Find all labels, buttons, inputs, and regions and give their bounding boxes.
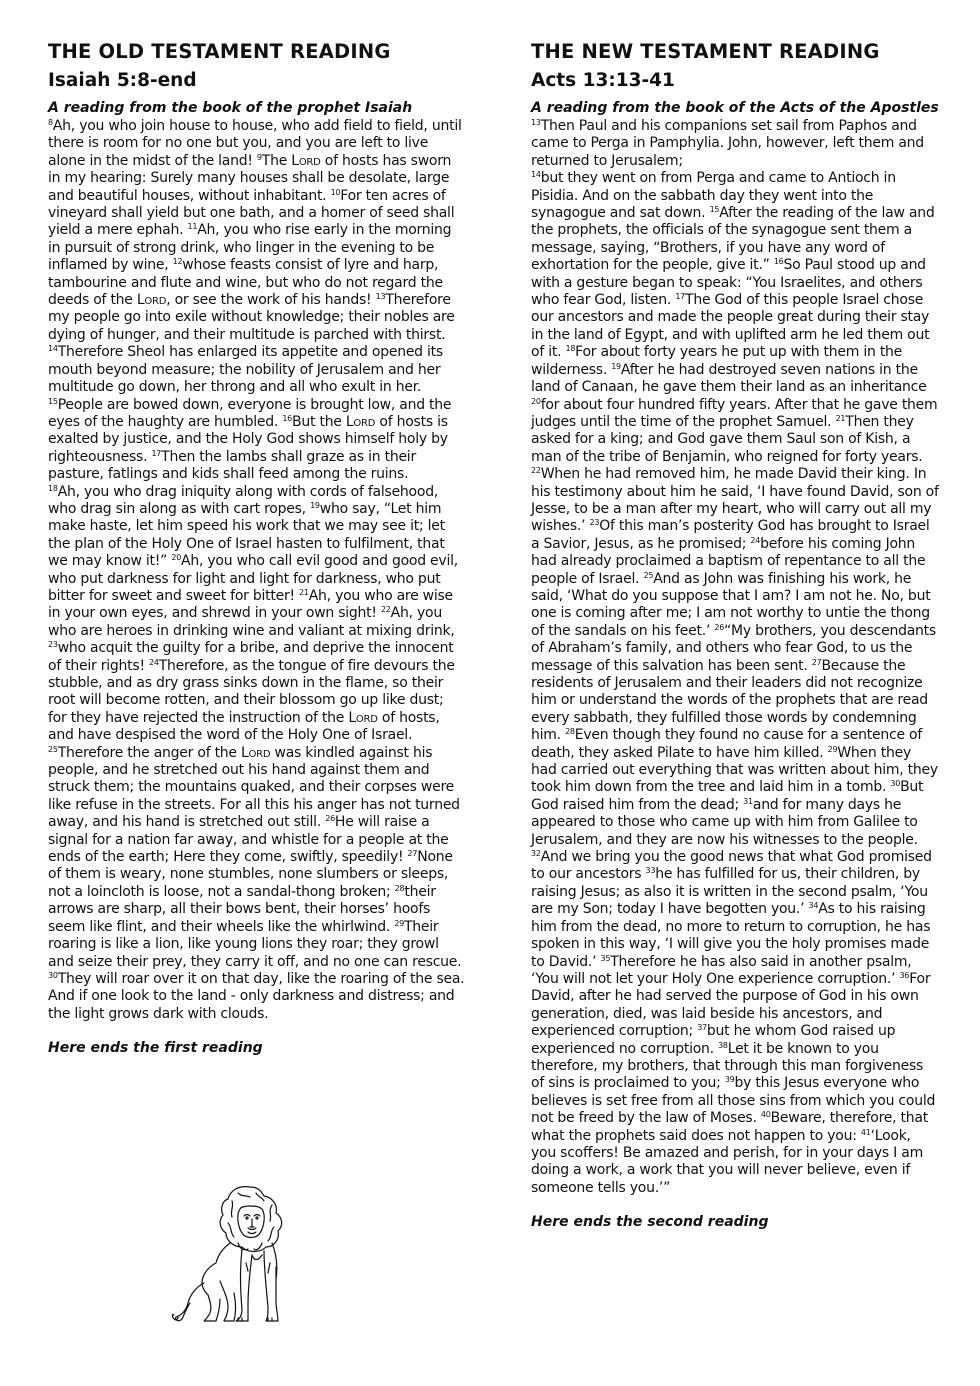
verse-number: 17 — [675, 292, 686, 302]
old-testament-text — [48, 118, 466, 1023]
verse-number: 21 — [835, 413, 846, 423]
verse-number: 18 — [48, 483, 58, 493]
new-testament-heading: THE NEW TESTAMENT READING — [531, 40, 880, 63]
divine-name: Lord — [345, 413, 376, 430]
verse-number: 25 — [643, 570, 654, 580]
new-testament-text — [531, 118, 939, 1197]
verse-number: 20 — [531, 396, 541, 406]
divine-name: Lord — [136, 292, 167, 309]
verse-number: 13 — [375, 292, 386, 302]
verse-number: 27 — [407, 849, 418, 859]
old-testament-ending: Here ends the first reading — [48, 1040, 263, 1057]
verse-number: 9 — [256, 152, 262, 162]
verse-number: 26 — [714, 622, 725, 632]
verse-number: 34 — [808, 901, 819, 911]
old-testament-intro: A reading from the book of the prophet Isaiah — [48, 100, 413, 116]
verse-number: 14 — [531, 170, 541, 180]
verse-number: 16 — [282, 413, 293, 423]
paragraph: $^{13}$Then Paul and his companions set sail from Paphos and came to Perga in Pamphylia. John, however, left them and returned to Jerusalem; — [531, 118, 924, 169]
verse-number: 15 — [48, 396, 58, 406]
verse-number: 27 — [811, 657, 822, 667]
new-testament-ending: Here ends the second reading — [531, 1214, 769, 1231]
verse-number: 28 — [565, 727, 575, 737]
new-testament-reference: Acts 13:13-41 — [531, 70, 675, 91]
verse-number: 24 — [149, 657, 159, 667]
verse-number: 13 — [531, 118, 541, 127]
verse-number: 22 — [531, 466, 541, 476]
verse-number: 29 — [394, 918, 404, 928]
verse-number: 24 — [750, 535, 761, 545]
verse-number: 18 — [565, 344, 576, 354]
verse-number: 8 — [48, 118, 53, 127]
verse-number: 16 — [773, 257, 784, 267]
verse-number: 23 — [48, 640, 58, 650]
verse-number: 28 — [394, 883, 405, 893]
verse-number: 14 — [48, 344, 58, 354]
verse-number: 32 — [531, 849, 541, 859]
verse-number: 29 — [827, 744, 838, 754]
verse-number: 15 — [709, 205, 720, 215]
verse-number: 30 — [890, 779, 901, 789]
verse-number: 26 — [325, 814, 335, 824]
paragraph: $^{18}$Ah, you who drag iniquity along with cords of falsehood, who drag sin along as with cart ropes, $^{19}$who say, “Let him make haste, let him speed his work that we may see it; let the plan of the Holy One of Israel hasten to fulfilment, that we may know it!” $^{20}$Ah, you who call evil good and good evil, who put darkness for light and light for darkness, who put bitter for sweet and sweet for bitter! $^{21}$Ah, you who are wise in your own eyes, and shrewd in your own sight! $^{22}$Ah, you who are heroes in drinking wine and valiant at mixing drink, $^{23}$who acquit the guilty for a bribe, and deprive the innocent of their rights! $^{24}$Therefore, as the tongue of fire devours the stubble, and as dry grass sinks down in the flame, so their root will become rotten, and their blossom go up like dust; for they have rejected the instruction of the Lord of hosts, and have despised the word of the Holy One of Israel. $^{25}$Therefore the anger of the Lord was kindled against his people, and he stretched out his hand against them and struck them; the mountains quaked, and their corpses were like refuse in the streets. For all this his anger has not turned away, and his hand is stretched out still. $^{26}$He will raise a signal for a nation far away, and whistle for a people at the ends of the earth; Here they come, swiftly, speedily! $^{27}$None of them is weary, none stumbles, none slumbers or sleeps, not a loincloth is loose, not a sandal-thong broken; $^{28}$their arrows are sharp, all their bows bent, their horses’ hoofs seem like flint, and their wheels like the whirlwind. $^{29}$Their roaring is like a lion, like young lions they roar; they growl and seize their prey, they carry it off, and no one can rescue. $^{30}$They will roar over it on that day, like the roaring of the sea. And if one look to the land - only darkness and distress; and the light grows dark with clouds. — [48, 483, 465, 1022]
verse-number: 12 — [172, 257, 183, 267]
verse-number: 17 — [151, 448, 162, 458]
verse-number: 36 — [899, 970, 910, 980]
verse-number: 19 — [611, 361, 621, 371]
verse-number: 40 — [760, 1110, 771, 1120]
divine-name: Lord — [291, 152, 321, 169]
divine-name: Lord — [348, 709, 378, 726]
verse-number: 35 — [600, 953, 611, 963]
new-testament-intro: A reading from the book of the Acts of the Apostles — [531, 100, 939, 116]
verse-number: 22 — [380, 605, 391, 615]
old-testament-heading: THE OLD TESTAMENT READING — [48, 40, 391, 63]
verse-number: 10 — [330, 187, 341, 197]
verse-number: 37 — [697, 1023, 707, 1033]
verse-number: 30 — [48, 970, 58, 980]
paragraph: $^8$Ah, you who join house to house, who add field to field, until there is room for no one but you, and you are left to live alone in the midst of the land! $^9$The Lord of hosts has sworn in my hearing: Surely many houses shall be desolate, large and beautiful houses, without inhabitant. $^{10}$For ten acres of vineyard shall yield but one bath, and a homer of seed shall yield a mere ephah. $^{11}$Ah, you who rise early in the morning in pursuit of strong drink, who linger in the evening to be inflamed by wine, $^{12}$whose feasts consist of lyre and harp, tambourine and flute and wine, but who do not regard the deeds of the Lord, or see the work of his hands! $^{13}$Therefore my people go into exile without knowledge; their nobles are dying of hunger, and their multitude is parched with thirst. $^{14}$Therefore Sheol has enlarged its appetite and opened its mouth beyond measure; the nobility of Jerusalem and her multitude go down, her throng and all who exult in her. $^{15}$People are bowed down, everyone is brought low, and the eyes of the haughty are humbled. $^{16}$But the Lord of hosts is exalted by justice, and the Holy God shows himself holy by righteousness. $^{17}$Then the lambs shall graze as in their pasture, fatlings and kids shall feed among the ruins. — [48, 118, 462, 483]
divine-name: Lord — [241, 744, 271, 761]
paragraph: $^{14}$but they went on from Perga and came to Antioch in Pisidia. And on the sabbath day they went into the synagogue and sat down. $^{15}$After the reading of the law and the prophets, the officials of the synagogue sent them a message, saying, “Brothers, if you have any word of exhortation for the people, give it.” $^{16}$So Paul stood up and with a gesture began to speak: “You Israelites, and others who fear God, listen. $^{17}$The God of this people Israel chose our ancestors and made the people great during their stay in the land of Egypt, and with uplifted arm he led them out of it. $^{18}$For about forty years he put up with them in the wilderness. $^{19}$After he had destroyed seven nations in the land of Canaan, he gave them their land as an inheritance $^{20}$for about four hundred fifty years. After that he gave them judges until the time of the prophet Samuel. $^{21}$Then they asked for a king; and God gave them Saul son of Kish, a man of the tribe of Benjamin, who reigned for forty years. $^{22}$When he had removed him, he made David their king. In his testimony about him he said, ‘I have found David, son of Jesse, to be a man after my heart, who will carry out all my wishes.’ $^{23}$Of this man’s posterity God has brought to Israel a Savior, Jesus, as he promised; $^{24}$before his coming John had already proclaimed a baptism of repentance to all the people of Israel. $^{25}$And as John was finishing his work, he said, ‘What do you suppose that I am? I am not he. No, but one is coming after me; I am not worthy to untie the thong of the sandals on his feet.’ $^{26}$“My brothers, you descendants of Abraham’s family, and others who fear God, to us the message of this salvation has been sent. $^{27}$Because the residents of Jerusalem and their leaders did not recognize him or understand the words of the prophets that are read every sabbath, they fulfilled those words by condemning him. $^{28}$Even though they found no cause for a sentence of death, they asked Pilate to have him killed. $^{29}$When they had carried out everything that was written about him, they took him down from the tree and laid him in a tomb. $^{30}$But God raised him from the dead; $^{31}$and for many days he appeared to those who came up with him from Galilee to Jerusalem, and they are now his witnesses to the people. $^{32}$And we bring you the good news that what God promised to our ancestors $^{33}$he has fulfilled for us, their children, by raising Jesus; as also it is written in the second psalm, ‘You are my Son; today I have begotten you.’ $^{34}$As to his raising him from the dead, no more to return to corruption, he has spoken in this way, ‘I will give you the holy promises made to David.’ $^{35}$Therefore he has also said in another psalm, ‘You will not let your Holy One experience corruption.’ $^{36}$For David, after he had served the purpose of God in his own generation, died, was laid beside his ancestors, and experienced corruption; $^{37}$but he whom God raised up experienced no corruption. $^{38}$Let it be known to you therefore, my brothers, that through this man forgiveness of sins is proclaimed to you; $^{39}$by this Jesus everyone who believes is set free from all those sins from which you could not be freed by the law of Moses. $^{40}$Beware, therefore, that what the prophets said does not happen to you: $^{41}$‘Look, you scoffers! Be amazed and perish, for in your days I am doing a work, a work that you will never believe, even if someone tells you.’” — [531, 170, 939, 1196]
verse-number: 33 — [645, 866, 656, 876]
verse-number: 11 — [187, 222, 198, 232]
verse-number: 38 — [718, 1040, 728, 1050]
old-testament-column — [48, 38, 466, 1057]
verse-number: 21 — [299, 587, 309, 597]
verse-number: 25 — [48, 744, 58, 754]
old-testament-reference: Isaiah 5:8-end — [48, 70, 197, 91]
verse-number: 41 — [860, 1127, 871, 1137]
lion-icon — [168, 1183, 308, 1331]
verse-number: 31 — [743, 796, 753, 806]
verse-number: 39 — [724, 1075, 735, 1085]
verse-number: 20 — [171, 553, 182, 563]
verse-number: 19 — [310, 500, 320, 510]
new-testament-column — [531, 38, 939, 1231]
verse-number: 23 — [589, 518, 600, 528]
